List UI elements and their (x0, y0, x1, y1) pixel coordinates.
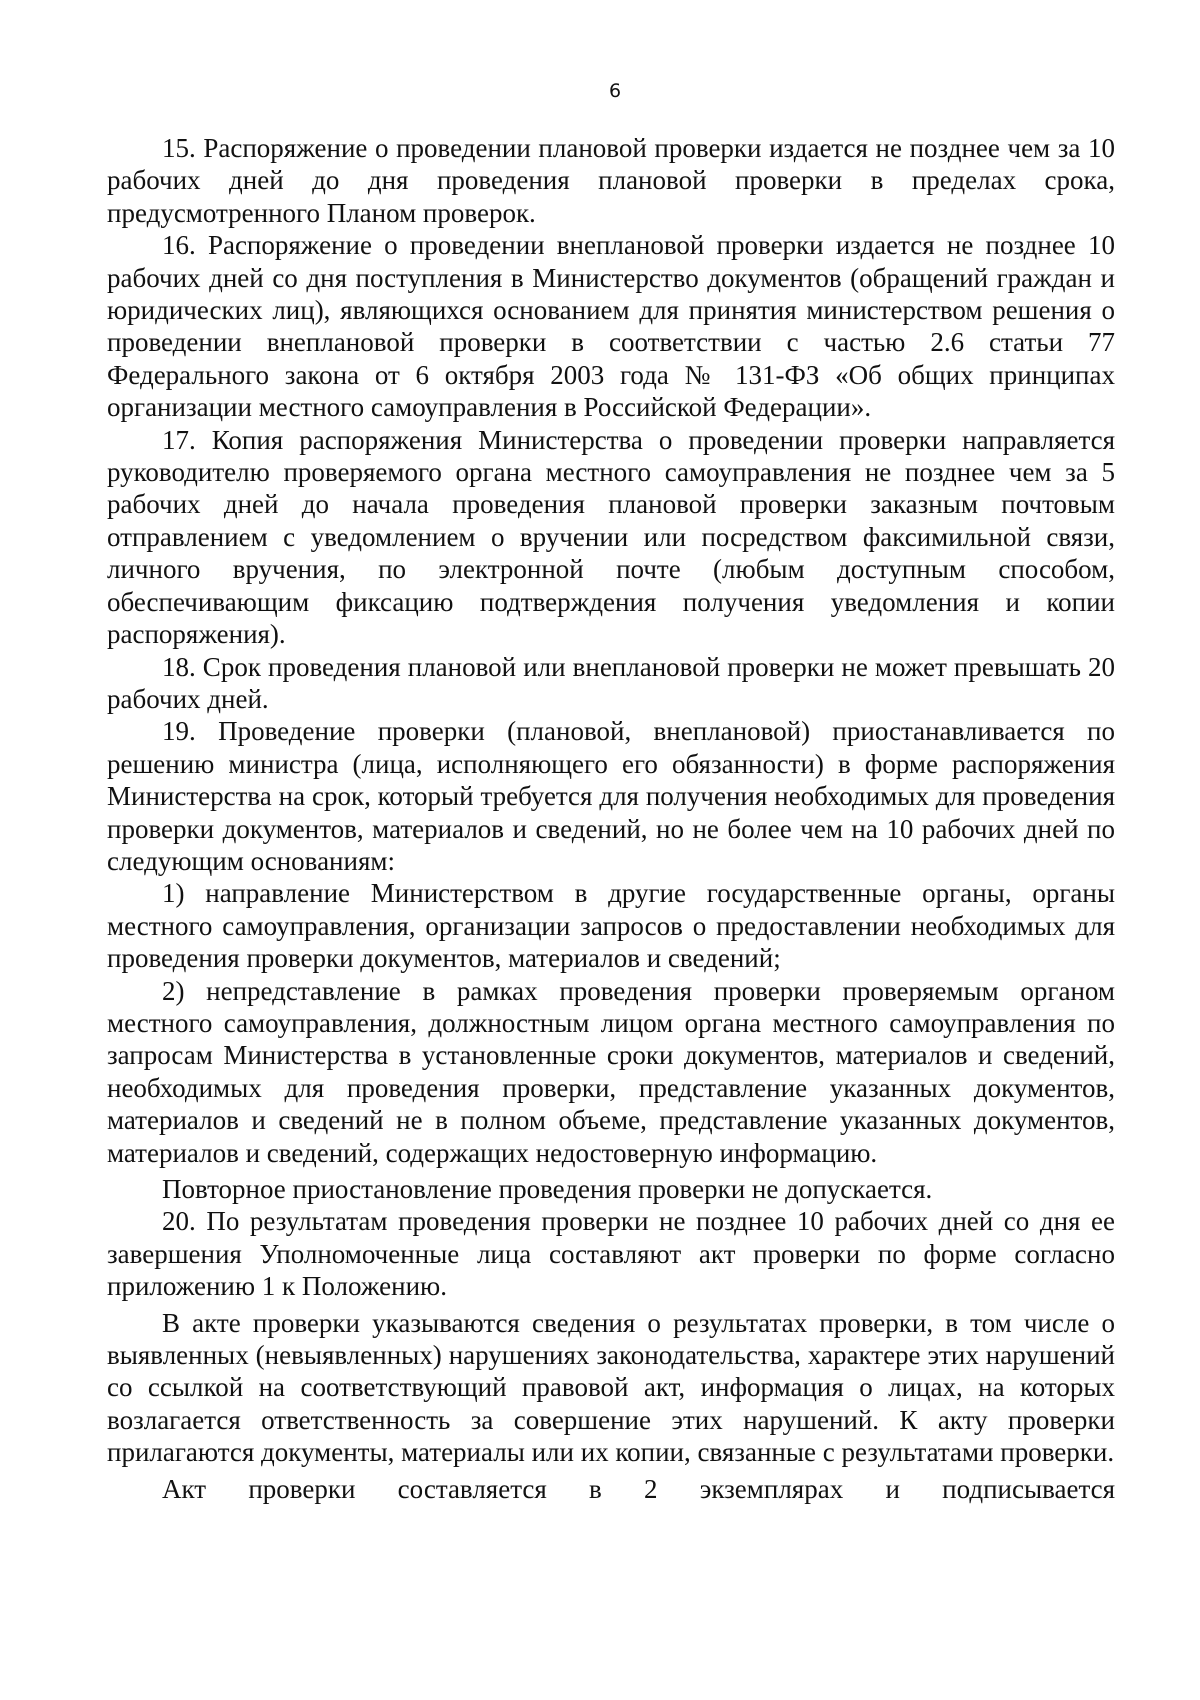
page-number: 6 (608, 80, 622, 102)
paragraph-act-contents: В акте проверки указываются сведения о результатах проверки, в том числе о выявленных (невыявленных) нарушениях законодательства, характере этих нарушений со ссылкой на соответствующий правовой акт, информация о лицах, на которых возлагается ответственность за совершение этих нарушений. К акту проверки прилагаются документы, материалы или их копии, связанные с результатами проверки. (107, 1307, 1115, 1468)
paragraph-16: 16. Распоряжение о проведении внеплановой проверки издается не позднее 10 рабочих дней со дня поступления в Министерство документов (обращений граждан и юридических лиц), являющихся основанием для принятия министерством решения о проведении внеплановой проверки в соответствии с частью 2.6 статьи 77 Федерального закона от 6 октября 2003 года № 131-ФЗ «Об общих принципах организации местного самоуправления в Российской Федерации». (107, 230, 1115, 423)
list-item-1: 1) направление Министерством в другие государственные органы, органы местного самоуправления, организации запросов о предоставлении необходимых для проведения проверки документов, материалов и сведений; (107, 878, 1115, 974)
paragraph-18: 18. Срок проведения плановой или внеплановой проверки не может превышать 20 рабочих дней. (107, 651, 1115, 714)
paragraph-act-copies: Акт проверки составляется в 2 экземплярах и подписывается (162, 1473, 1115, 1504)
paragraph-17: 17. Копия распоряжения Министерства о проведении проверки направляется руководителю проверяемого органа местного самоуправления не позднее чем за 5 рабочих дней до начала проведения плановой проверки заказным почтовым отправлением с уведомлением о вручении или посредством факсимильной связи, личного вручения, по электронной почте (любым доступным способом, обеспечивающим фиксацию подтверждения получения уведомления и копии распоряжения). (107, 424, 1115, 650)
paragraph-20: 20. По результатам проведения проверки не позднее 10 рабочих дней со дня ее завершения Уполномоченные лица составляют акт проверки по форме согласно приложению 1 к Положению. (107, 1206, 1115, 1302)
paragraph-15: 15. Распоряжение о проведении плановой проверки издается не позднее чем за 10 рабочих дней до дня проведения плановой проверки в пределах срока, предусмотренного Планом проверок. (107, 133, 1115, 228)
paragraph-19: 19. Проведение проверки (плановой, внеплановой) приостанавливается по решению министра (лица, исполняющего его обязанности) в форме распоряжения Министерства на срок, который требуется для получения необходимых для проведения проверки документов, материалов и сведений, но не более чем на 10 рабочих дней по следующим основаниям: (107, 716, 1115, 876)
paragraph-suspension-note: Повторное приостановление проведения проверки не допускается. (162, 1174, 933, 1204)
document-body (107, 132, 1115, 1505)
list-item-2: 2) непредставление в рамках проведения проверки проверяемым органом местного самоуправления, должностным лицом органа местного самоуправления по запросам Министерства в установленные сроки документов, материалов и сведений, необходимых для проведения проверки, представление указанных документов, материалов и сведений не в полном объеме, представление указанных документов, материалов и сведений, содержащих недостоверную информацию. (107, 975, 1115, 1168)
